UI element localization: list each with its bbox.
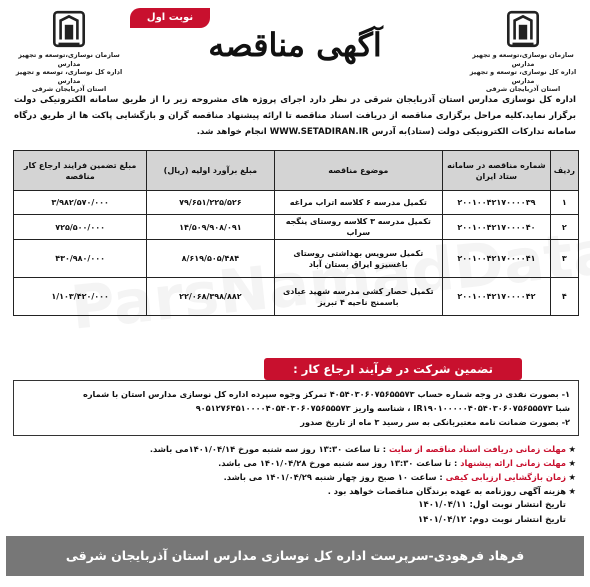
deadline-text: هزینه آگهی روزنامه به عهده برندگان مناقصات خواهد بود . (327, 486, 566, 496)
column-header-estimate: مبلغ برآورد اولیه (ریال) (147, 151, 274, 191)
publish-date-first: تاریخ انتشار نوبت اول: ۱۴۰۱/۰۴/۱۱ (418, 500, 566, 510)
table-header-row (14, 151, 579, 191)
cell-row: ۴ (550, 278, 578, 316)
cell-estimate: ۷۹/۶۵۱/۲۲۵/۵۲۶ (147, 191, 274, 215)
intro-paragraph: اداره کل نوسازی مدارس استان آذربایجان شرقی در نظر دارد اجرای پروژه های مشروحه زیر را از طریق سامانه الکترونیکی دولت برگزار نماید.کلیه مراحل برگزاری مناقصه از دریافت اسناد مناقصه تا ارائه پیشنهاد مناقصه گران و بازگشایی پاکت ها از طریق درگاه سامانه تدارکات الکترونیکی دولت (ستاد)به آدرس WWW.SETADIRAN.IR انجام خواهد شد. (14, 95, 576, 137)
table-row (14, 240, 579, 278)
deadline-text: : تا ساعت ۱۳:۳۰ روز سه شنبه مورخ ۱۴۰۱/۰۴/۱۴می باشد. (149, 444, 387, 454)
bullet-star-icon: ★ (568, 458, 576, 468)
publish-date-second: تاریخ انتشار نوبت دوم: ۱۴۰۱/۰۴/۱۲ (417, 515, 566, 525)
table-row (14, 278, 579, 316)
bullet-star-icon: ★ (568, 486, 576, 496)
cell-subject: تکمیل سرویس بهداشتی روستای باغسیزو ایراق بستان آباد (274, 240, 443, 278)
cell-number: ۲۰۰۱۰۰۴۲۱۷۰۰۰۰۳۹ (443, 191, 551, 215)
organization-name: سازمان نوسازی،توسعه و تجهیز مدارس اداره کل نوسازی، توسعه و تجهیز مدارس استان آذربایجان شرقی (469, 51, 577, 93)
table-row (14, 191, 579, 215)
list-item (14, 470, 576, 484)
cell-row: ۲ (550, 215, 578, 240)
guarantee-line: ۲- بصورت ضمانت نامه معتبربانکی به سر رسید ۳ ماه از تاریخ صدور (300, 417, 570, 427)
cell-guarantee: ۳/۹۸۲/۵۷۰/۰۰۰ (14, 191, 147, 215)
organization-logo-right (462, 8, 584, 93)
cell-guarantee: ۱/۱۰۳/۴۲۰/۰۰۰ (14, 278, 147, 316)
cell-subject: تکمیل مدرسه ۶ کلاسه اتراب مراغه (274, 191, 443, 215)
cell-row: ۱ (550, 191, 578, 215)
list-item (14, 442, 576, 456)
column-header-number: شماره مناقصه در سامانه ستاد ایران (443, 151, 551, 191)
bullet-star-icon: ★ (568, 444, 576, 454)
list-item (14, 484, 576, 498)
cell-number: ۲۰۰۱۰۰۴۲۱۷۰۰۰۰۴۱ (443, 240, 551, 278)
deadline-text: : ساعت ۱۰ صبح روز چهار شنبه ۱۴۰۱/۰۴/۲۹ می باشد. (223, 472, 443, 482)
cell-estimate: ۲۲/۰۶۸/۳۹۸/۸۸۲ (147, 278, 274, 316)
page-title: آگهی مناقصه (208, 26, 382, 64)
guarantee-section-title: تضمین شرکت در فرآیند ارجاع کار : (264, 358, 522, 380)
guarantee-line: ۱- بصورت نقدی در وجه شماره حساب ۴۰۵۴۰۳۰۶۰۷۵۶۵۵۵۷۳ تمرکز وجوه سپرده اداره کل نوسازی مدارس استان با شماره (83, 389, 570, 399)
cell-guarantee: ۷۲۵/۵۰۰/۰۰۰ (14, 215, 147, 240)
deadlines-list (14, 442, 576, 528)
emblem-icon (502, 8, 544, 50)
cell-estimate: ۱۴/۵۰۹/۹۰۸/۰۹۱ (147, 215, 274, 240)
organization-logo-left (8, 8, 130, 93)
cell-row: ۳ (550, 240, 578, 278)
guarantee-line: شبا IR۱۹۰۱۰۰۰۰۰۴۰۵۴۰۳۰۶۰۷۵۶۵۵۵۷۳ ، شناسه واریز ۹۰۵۱۲۷۶۴۵۱۰۰۰۰۴۰۵۴۰۳۰۶۰۷۵۶۵۵۵۷۳ (195, 403, 570, 413)
guarantee-section-body (13, 380, 579, 436)
deadline-label: زمان بازگشایی ارزیابی کیفی (445, 472, 566, 482)
organization-name: سازمان نوسازی،توسعه و تجهیز مدارس اداره کل نوسازی، توسعه و تجهیز مدارس استان آذربایجان شرقی (15, 51, 123, 93)
list-item (14, 456, 576, 470)
cell-subject: تکمیل حصار کشی مدرسه شهید عبادی باسمنج ناحیه ۴ تبریز (274, 278, 443, 316)
cell-number: ۲۰۰۱۰۰۴۲۱۷۰۰۰۰۴۲ (443, 278, 551, 316)
deadline-label: مهلت زمانی ارائه پیشنهاد (460, 458, 566, 468)
signature-footer: فرهاد فرهودی-سرپرست اداره کل نوسازی مدارس استان آذربایجان شرقی (6, 536, 584, 576)
cell-number: ۲۰۰۱۰۰۴۲۱۷۰۰۰۰۴۰ (443, 215, 551, 240)
cell-subject: تکمیل مدرسه ۳ کلاسه روستای ینگجه سراب (274, 215, 443, 240)
table-row (14, 215, 579, 240)
deadline-text: : تا ساعت ۱۳:۳۰ روز سه شنبه مورخ ۱۴۰۱/۰۴/۲۸ می باشد. (218, 458, 458, 468)
publication-round-badge: نوبت اول (130, 8, 210, 28)
deadline-label: مهلت زمانی دریافت اسناد مناقصه از سایت (389, 444, 566, 454)
cell-guarantee: ۴۳۰/۹۸۰/۰۰۰ (14, 240, 147, 278)
cell-estimate: ۸/۶۱۹/۵۰۵/۴۸۴ (147, 240, 274, 278)
tenders-table (13, 150, 579, 316)
column-header-guarantee: مبلغ تضمین فرایند ارجاع کار مناقصه (14, 151, 147, 191)
bullet-star-icon: ★ (568, 472, 576, 482)
emblem-icon (48, 8, 90, 50)
column-header-row: ردیف (550, 151, 578, 191)
column-header-subject: موضوع مناقصه (274, 151, 443, 191)
